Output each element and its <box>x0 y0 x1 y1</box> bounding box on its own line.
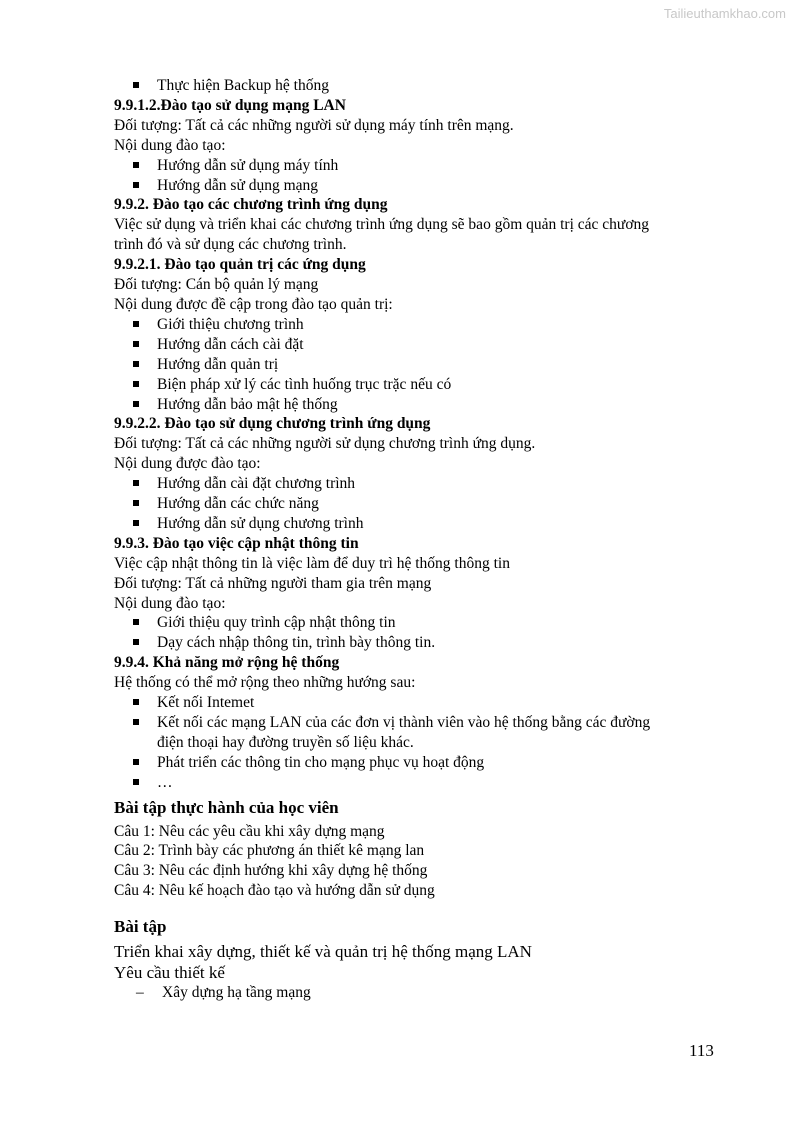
document-body <box>114 76 724 1003</box>
paragraph-line: Đối tượng: Cán bộ quản lý mạng <box>114 276 319 294</box>
bullet-item: Kết nối các mạng LAN của các đơn vị thành viên vào hệ thống bằng các đường <box>114 713 724 733</box>
dash-item: – Xây dựng hạ tầng mạng <box>114 983 724 1003</box>
section-heading: 9.9.4. Khả năng mở rộng hệ thống <box>114 654 340 672</box>
bullet-item: Giới thiệu chương trình <box>114 315 724 335</box>
paragraph-line: trình đó và sử dụng các chương trình. <box>114 236 347 254</box>
bullet-item: Phát triển các thông tin cho mạng phục vụ hoạt động <box>114 753 724 773</box>
paragraph-line: Nội dung được đào tạo: <box>114 455 261 473</box>
paragraph-line: Triển khai xây dựng, thiết kế và quản trị hệ thống mạng LAN <box>114 942 532 962</box>
section-heading: 9.9.3. Đào tạo việc cập nhật thông tin <box>114 534 359 552</box>
bullet-item: Hướng dẫn sử dụng máy tính <box>114 156 724 176</box>
bullet-item: Hướng dẫn các chức năng <box>114 494 724 514</box>
paragraph-line: Câu 3: Nêu các định hướng khi xây dựng hệ thống <box>114 862 428 880</box>
paragraph-line: Đối tượng: Tất cả những người tham gia trên mạng <box>114 574 432 592</box>
section-heading: 9.9.1.2.Đào tạo sử dụng mạng LAN <box>114 96 346 114</box>
paragraph-line: Nội dung đào tạo: <box>114 136 226 154</box>
bullet-item: Dạy cách nhập thông tin, trình bày thông tin. <box>114 633 724 653</box>
paragraph-line: Đối tượng: Tất cả các những người sử dụng máy tính trên mạng. <box>114 116 514 134</box>
bullet-item: Hướng dẫn sử dụng mạng <box>114 176 724 196</box>
bullet-item: Hướng dẫn quản trị <box>114 355 724 375</box>
paragraph-line: Câu 4: Nêu kế hoạch đào tạo và hướng dẫn sử dụng <box>114 882 435 900</box>
paragraph-line: Nội dung đào tạo: <box>114 594 226 612</box>
bullet-item: … <box>114 773 724 793</box>
bullet-item: Biện pháp xử lý các tình huống trục trặc nếu có <box>114 375 724 395</box>
section-heading: 9.9.2.1. Đào tạo quản trị các ứng dụng <box>114 256 366 274</box>
bullet-item: Giới thiệu quy trình cập nhật thông tin <box>114 613 724 633</box>
paragraph-line: Đối tượng: Tất cả các những người sử dụng chương trình ứng dụng. <box>114 435 536 453</box>
paragraph-line: Câu 2: Trình bày các phương án thiết kê mạng lan <box>114 842 425 860</box>
bullet-item: Hướng dẫn cách cài đặt <box>114 335 724 355</box>
page-number: 113 <box>689 1041 714 1060</box>
section-title: Bài tập <box>114 917 167 937</box>
section-title: Bài tập thực hành của học viên <box>114 797 339 817</box>
paragraph-line: Câu 1: Nêu các yêu cầu khi xây dựng mạng <box>114 822 385 840</box>
bullet-item: Hướng dẫn bảo mật hệ thống <box>114 395 724 415</box>
paragraph-line: Yêu cầu thiết kế <box>114 963 225 983</box>
paragraph-line: Nội dung được đề cập trong đào tạo quản trị: <box>114 295 393 313</box>
bullet-item: điện thoại hay đường truyền số liệu khác. <box>157 733 414 751</box>
paragraph-line: Hệ thống có thể mở rộng theo những hướng sau: <box>114 674 416 692</box>
bullet-item: Hướng dẫn sử dụng chương trình <box>114 514 724 534</box>
bullet-item: Kết nối Intemet <box>114 693 724 713</box>
paragraph-line: Việc cập nhật thông tin là việc làm để duy trì hệ thống thông tin <box>114 554 510 572</box>
bullet-item: Hướng dẫn cài đặt chương trình <box>114 474 724 494</box>
watermark: Tailieuthamkhao.com <box>663 6 786 21</box>
paragraph-line: Việc sử dụng và triển khai các chương trình ứng dụng sẽ bao gồm quản trị các chương <box>114 216 650 234</box>
bullet-item: Thực hiện Backup hệ thống <box>114 76 724 96</box>
section-heading: 9.9.2.2. Đào tạo sử dụng chương trình ứng dụng <box>114 415 431 433</box>
section-heading: 9.9.2. Đào tạo các chương trình ứng dụng <box>114 196 388 214</box>
